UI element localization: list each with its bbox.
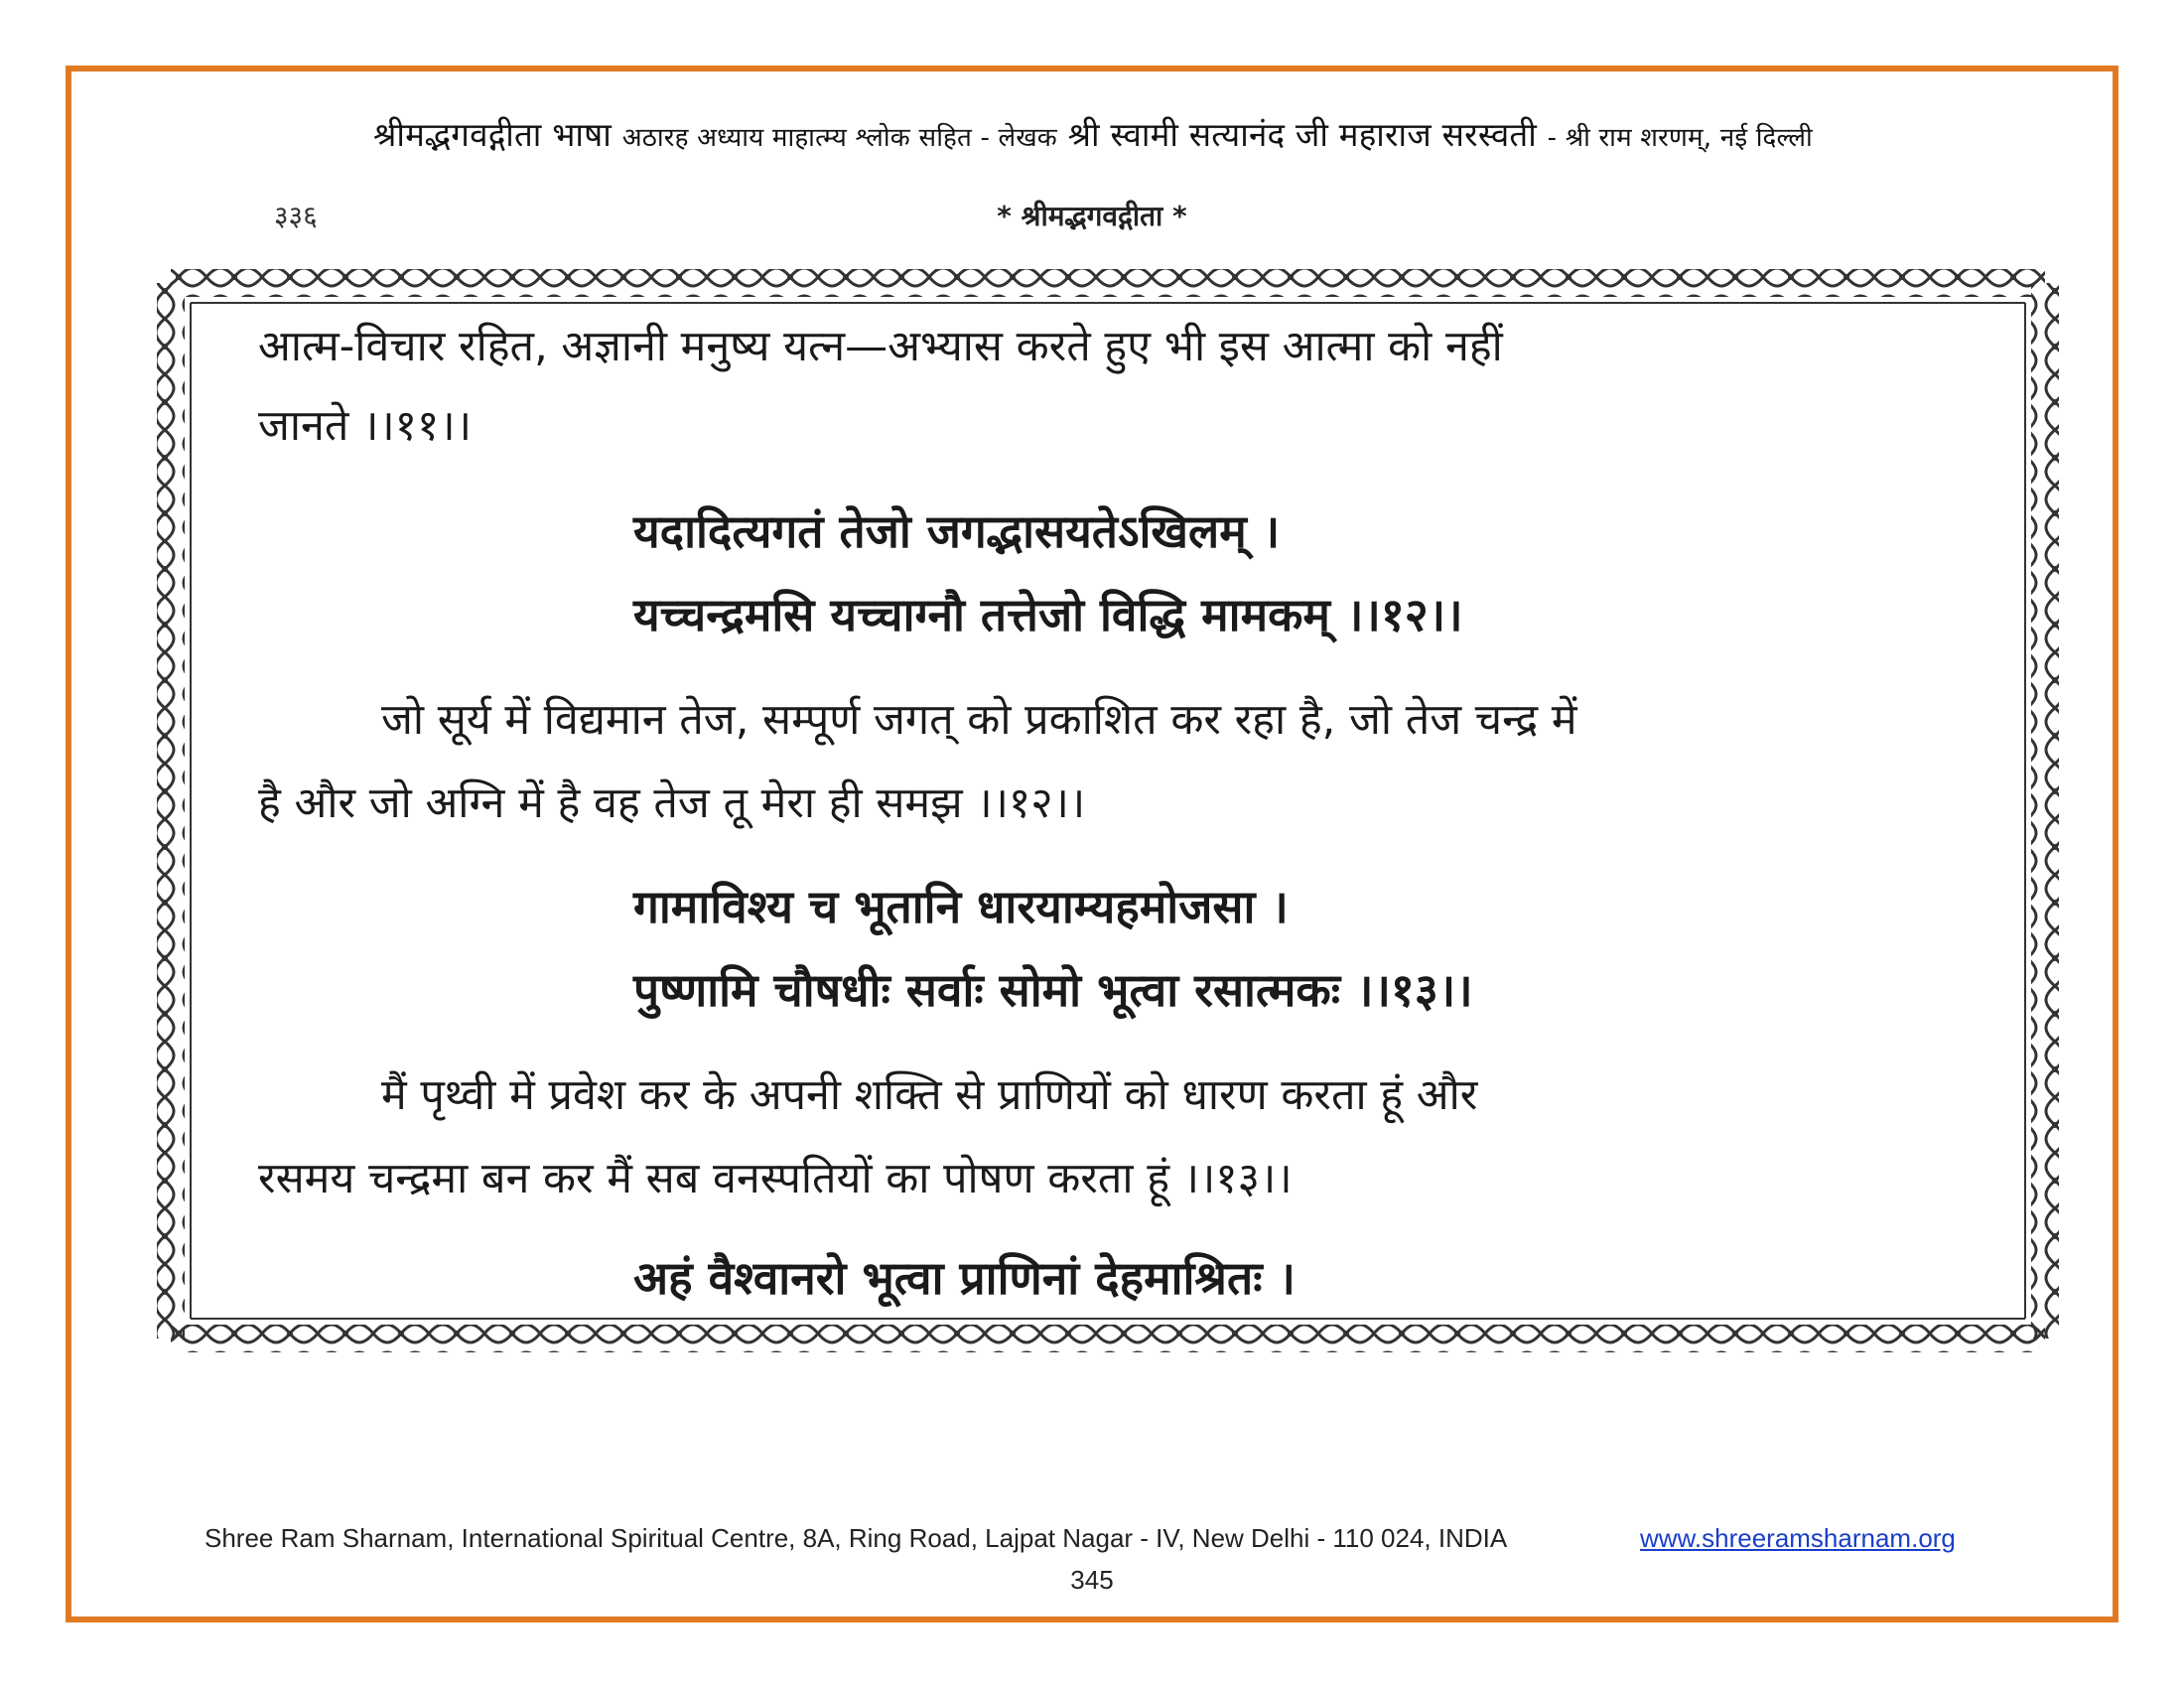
header-author: श्री स्वामी सत्यानंद जी महाराज सरस्वती: [1067, 115, 1537, 154]
prose-line: जो सूर्य में विद्यमान तेज, सम्पूर्ण जगत् को प्रकाशित कर रहा है, जो तेज चन्द्र में: [381, 695, 1577, 745]
verse-line: यदादित्यगतं तेजो जगद्भासयतेऽखिलम् ।: [633, 504, 1281, 558]
footer-website-link[interactable]: www.shreeramsharnam.org: [1640, 1523, 1956, 1553]
verse-line: अहं वैश्वानरो भूत्वा प्राणिनां देहमाश्रितः ।: [633, 1251, 1296, 1305]
book-page-number: ३३६: [274, 200, 318, 232]
prose-line: रसमय चन्द्रमा बन कर मैं सब वनस्पतियों का पोषण करता हूं ।।१३।।: [258, 1154, 1293, 1203]
header-title: श्रीमद्भगवद्गीता भाषा: [373, 115, 612, 154]
verse-line: यच्चन्द्रमसि यच्चाग्नौ तत्तेजो विद्धि मामकम् ।।१२।।: [633, 588, 1463, 641]
verse-line: गामाविश्य च भूतानि धारयाम्यहमोजसा ।: [633, 880, 1289, 933]
verse-line: पुष्णामि चौषधीः सर्वाः सोमो भूत्वा रसात्मकः ।।१३।।: [633, 963, 1473, 1017]
header-subtitle: अठारह अध्याय माहात्म्य श्लोक सहित - लेखक: [621, 123, 1057, 153]
prose-line: आत्म-विचार रहित, अज्ञानी मनुष्य यत्न—अभ्यास करते हुए भी इस आत्मा को नहीं: [258, 322, 1503, 371]
ornamental-text-box: [151, 263, 2065, 1358]
prose-line: जानते ।।११।।: [258, 401, 472, 451]
footer-page-number: 345: [1070, 1565, 1114, 1595]
running-title: * श्रीमद्भगवद्गीता *: [997, 200, 1187, 232]
header-publisher: - श्री राम शरणम्, नई दिल्ली: [1547, 123, 1813, 153]
footer-address: Shree Ram Sharnam, International Spiritual Centre, 8A, Ring Road, Lajpat Nagar - IV, New Delhi - 110 024, INDIA: [205, 1523, 1508, 1553]
prose-line: है और जो अग्नि में है वह तेज तू मेरा ही समझ ।।१२।।: [258, 778, 1086, 828]
page-header: [95, 111, 2091, 156]
prose-line: मैं पृथ्वी में प्रवेश कर के अपनी शक्ति से प्राणियों को धारण करता हूं और: [381, 1070, 1478, 1120]
